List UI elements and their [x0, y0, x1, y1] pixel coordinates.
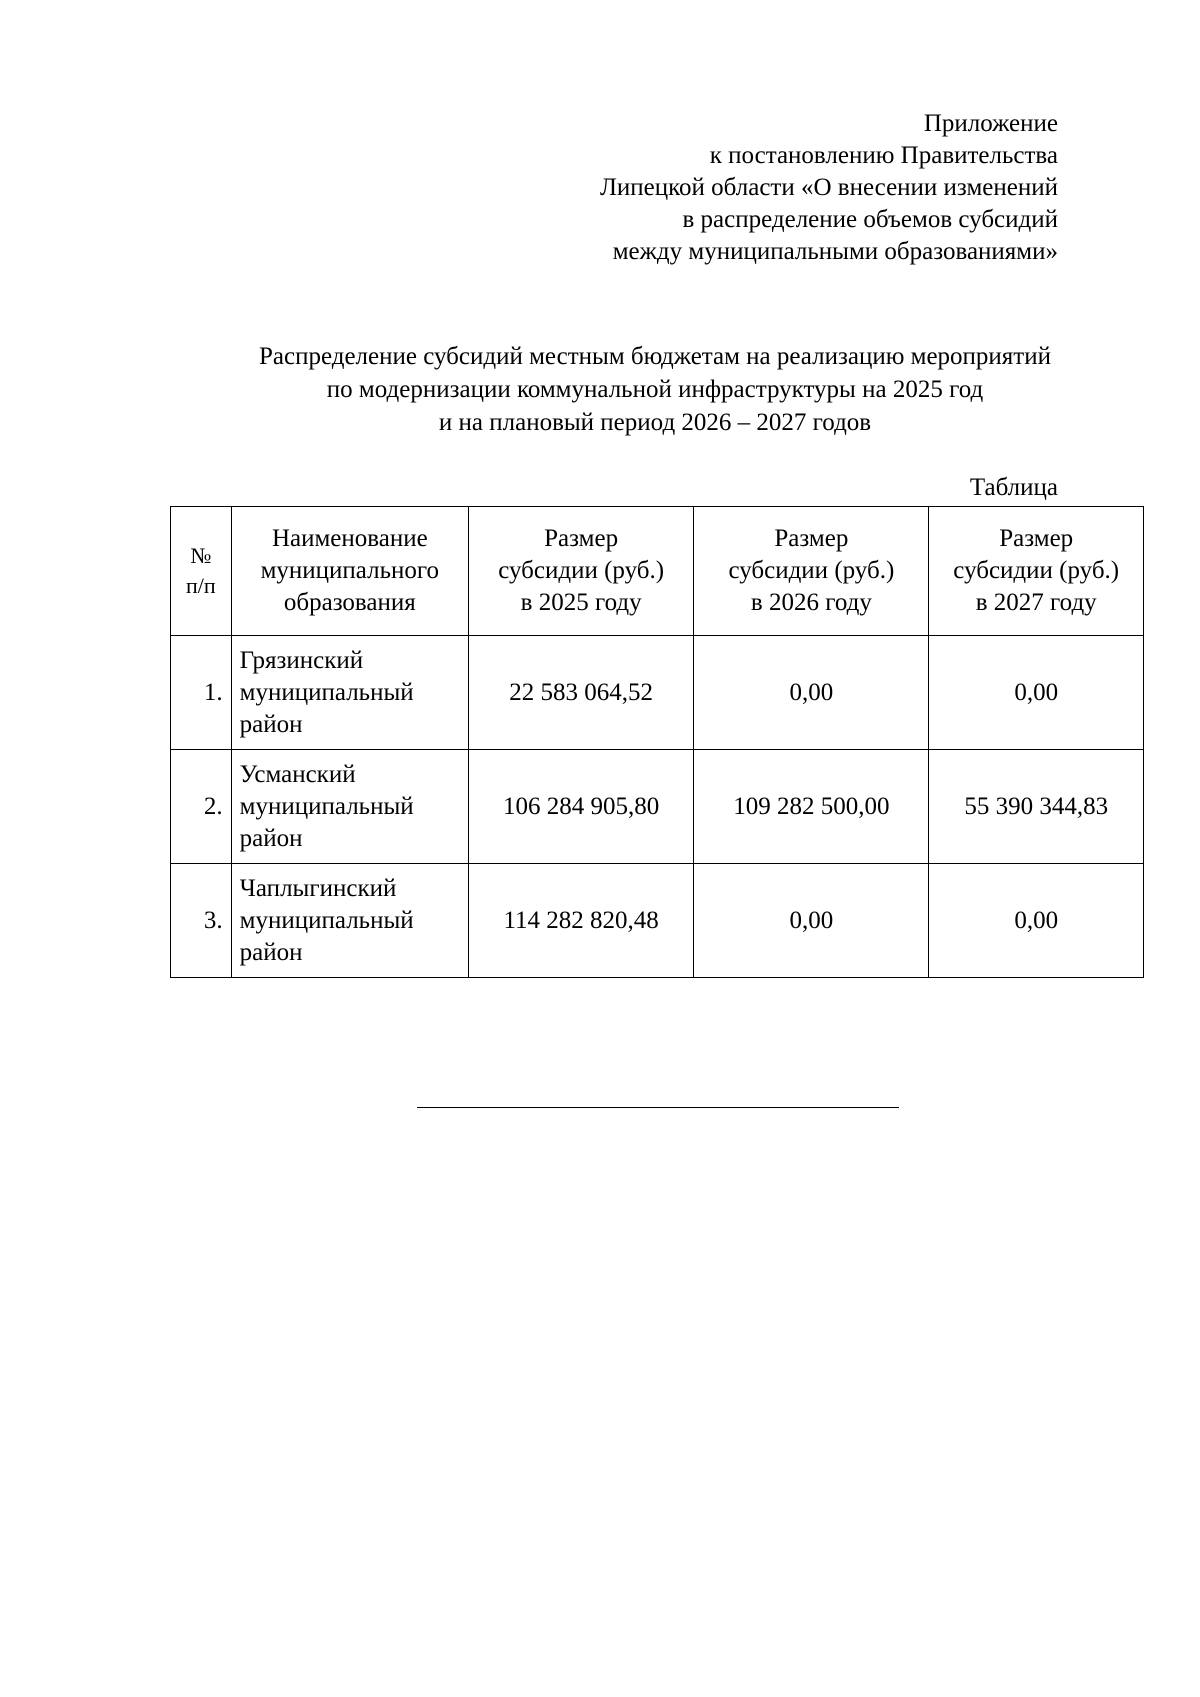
municipality-name — [231, 864, 468, 978]
header-text: Наименование — [271, 525, 428, 552]
header-2027 — [929, 507, 1144, 636]
subsidy-2025: 22 583 064,52 — [468, 636, 693, 750]
subsidy-2026: 0,00 — [694, 864, 929, 978]
table-row — [171, 636, 1144, 750]
municipality-name — [231, 750, 468, 864]
header-2026 — [694, 507, 929, 636]
appendix-line: в распределение объемов субсидий — [682, 206, 1058, 233]
row-number: 1. — [171, 636, 232, 750]
header-num — [171, 507, 232, 636]
name-text: муниципальный — [239, 906, 414, 934]
end-divider-line — [417, 1107, 899, 1108]
subsidy-2026: 0,00 — [694, 636, 929, 750]
header-text: субсидии (руб.) — [498, 557, 665, 584]
subsidy-2027: 0,00 — [929, 636, 1144, 750]
name-text: муниципальный — [239, 792, 414, 820]
name-text: муниципальный — [239, 678, 414, 706]
header-text: в 2025 году — [520, 589, 642, 616]
subsidy-2027: 55 390 344,83 — [929, 750, 1144, 864]
header-text: Размер — [999, 525, 1074, 552]
appendix-line: к постановлению Правительства — [709, 142, 1058, 169]
table-row — [171, 864, 1144, 978]
header-name — [231, 507, 468, 636]
header-text: в 2027 году — [975, 589, 1097, 616]
subsidy-2026: 109 282 500,00 — [694, 750, 929, 864]
header-2025 — [468, 507, 693, 636]
table-caption: Таблица — [969, 474, 1058, 501]
name-text: Чаплыгинский — [239, 874, 397, 902]
header-text: субсидии (руб.) — [728, 557, 895, 584]
document-title — [130, 340, 1180, 439]
table-row — [171, 750, 1144, 864]
header-text: образования — [283, 589, 416, 616]
name-text: район — [239, 938, 303, 966]
appendix-line: Липецкой области «О внесении изменений — [599, 174, 1058, 201]
appendix-line: между муниципальными образованиями» — [612, 238, 1058, 265]
title-line: по модернизации коммунальной инфраструктуры на 2025 год — [326, 376, 984, 403]
title-line: Распределение субсидий местным бюджетам на реализацию мероприятий — [259, 343, 1051, 370]
header-text: Размер — [544, 525, 619, 552]
title-line: и на плановый период 2026 – 2027 годов — [438, 409, 872, 436]
header-text: Размер — [774, 525, 849, 552]
municipality-name — [231, 636, 468, 750]
name-text: Усманский — [239, 760, 356, 788]
subsidy-2027: 0,00 — [929, 864, 1144, 978]
appendix-block — [438, 108, 1058, 268]
appendix-line: Приложение — [923, 110, 1058, 137]
name-text: район — [239, 710, 303, 738]
header-text: муниципального — [260, 557, 440, 584]
row-number: 2. — [171, 750, 232, 864]
header-text: № — [190, 543, 212, 568]
header-text: в 2026 году — [750, 589, 872, 616]
header-text: п/п — [186, 573, 216, 598]
row-number: 3. — [171, 864, 232, 978]
name-text: район — [239, 824, 303, 852]
subsidy-2025: 114 282 820,48 — [468, 864, 693, 978]
header-text: субсидии (руб.) — [953, 557, 1120, 584]
name-text: Грязинский — [239, 646, 364, 674]
subsidy-table — [170, 506, 1144, 978]
subsidy-2025: 106 284 905,80 — [468, 750, 693, 864]
table-header-row — [171, 507, 1144, 636]
